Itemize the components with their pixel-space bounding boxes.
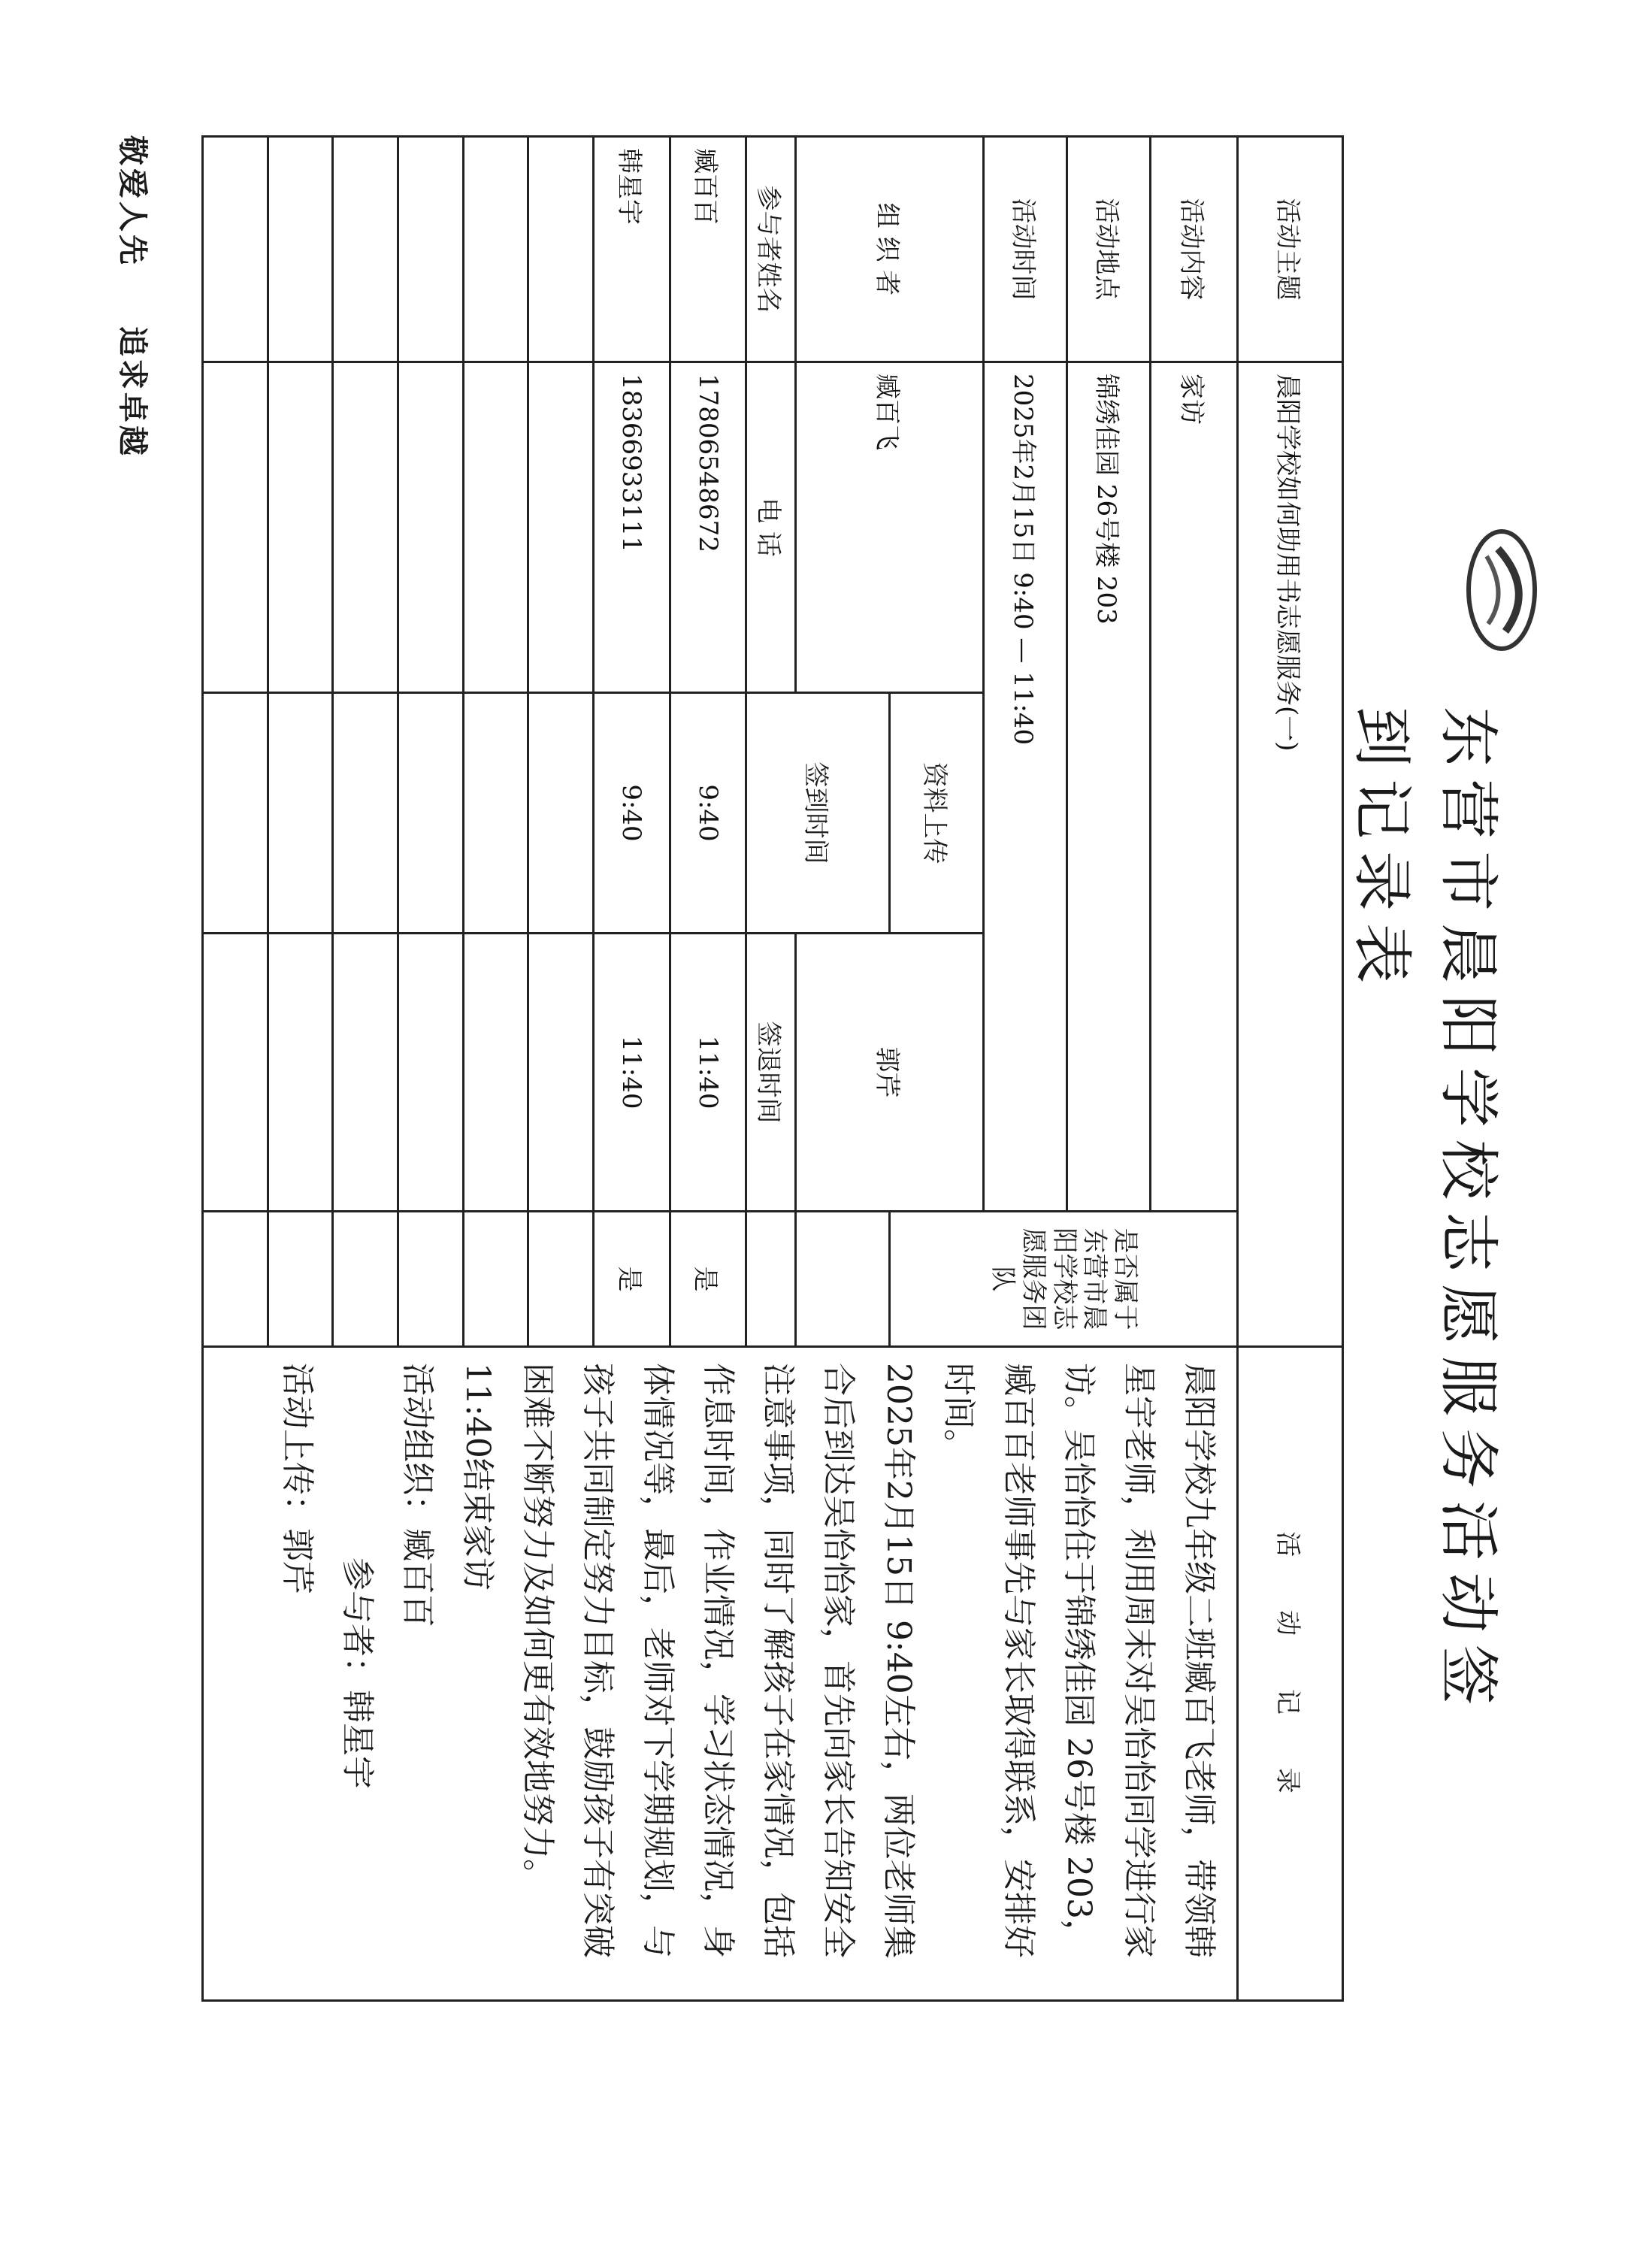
label-material-upload: 资料上传 [889, 693, 983, 934]
label-content: 活动内容 [1151, 137, 1238, 362]
record-uploader: 活动上传：郭芹 [278, 1363, 317, 1595]
participant-sign-out: 11:40 [594, 934, 670, 1212]
participant-member: 是 [594, 1212, 670, 1347]
record-table [201, 135, 1344, 2002]
slogan-right: 追求卓越 [115, 325, 150, 459]
activity-record [203, 1347, 1238, 2001]
value-location: 锦绣佳园 26号楼 203 [1067, 362, 1151, 1212]
slogan-left: 敬爱人先 [115, 135, 150, 268]
participant-sign-in: 9:40 [670, 693, 746, 934]
footer-slogan [113, 135, 156, 459]
participant-phone: 17806548672 [670, 362, 746, 693]
participant-phone: 18366933111 [594, 362, 670, 693]
record-paragraph-1: 晨阳学校九年级二班臧百飞老师，带领韩星宇老师，利用周末对吴怡怡同学进行家访。吴怡怡住于锦绣佳园 26号楼 203，臧百百老师事先与家长取得联系，安排好时间。 [939, 1363, 1219, 1959]
label-organizer: 组 织 者 [795, 137, 984, 362]
value-content: 家访 [1151, 362, 1238, 1212]
participant-member: 是 [670, 1212, 746, 1347]
label-sign-in: 签到时间 [746, 693, 890, 934]
value-organizer: 臧百飞 [795, 362, 984, 693]
member-header-blank-2 [746, 1212, 796, 1347]
label-location: 活动地点 [1067, 137, 1151, 362]
label-participants: 参与者姓名 [746, 137, 796, 362]
value-theme: 晨阳学校如何助用书志愿服务(一) [1238, 362, 1343, 1347]
participant-sign-in: 9:40 [594, 693, 670, 934]
label-is-member: 是否属于东营市晨阳学校志愿服务团队 [889, 1212, 1238, 1347]
record-heading: 活 动 记 录 [1238, 1347, 1343, 2001]
label-phone: 电 话 [746, 362, 796, 693]
participant-name: 臧百百 [670, 137, 746, 362]
record-paragraph-2: 2025年2月15日 9:40左右，两位老师集合后到达吴怡怡家，首先向家长告知安全注意事项，同时了解孩子在家情况，包括作息时间，作业情况，学习状态情况，身体情况等，最后，老师对下学期规划，与孩子共同制定努力目标，鼓励孩子有突破困难不断努力及如何更有效地努力。11:40结束家访 [458, 1363, 918, 1959]
member-header-blank [795, 1212, 889, 1347]
participant-sign-out: 11:40 [670, 934, 746, 1212]
value-material-upload: 郭芹 [795, 934, 984, 1212]
label-theme: 活动主题 [1238, 137, 1343, 362]
participant-name: 韩星宇 [594, 137, 670, 362]
label-sign-out: 签退时间 [746, 934, 796, 1212]
record-participant-sign: 参与者：韩星宇 [338, 1557, 377, 1790]
record-writer: 活动组织：臧百百 [398, 1363, 437, 1628]
label-time: 活动时间 [984, 137, 1067, 362]
page-title: 东营市晨阳学校志愿服务活动签到记录表 [1347, 707, 1503, 1717]
value-time: 2025年2月15日 9:40 — 11:40 [984, 362, 1067, 1212]
school-logo-icon [1464, 526, 1539, 654]
